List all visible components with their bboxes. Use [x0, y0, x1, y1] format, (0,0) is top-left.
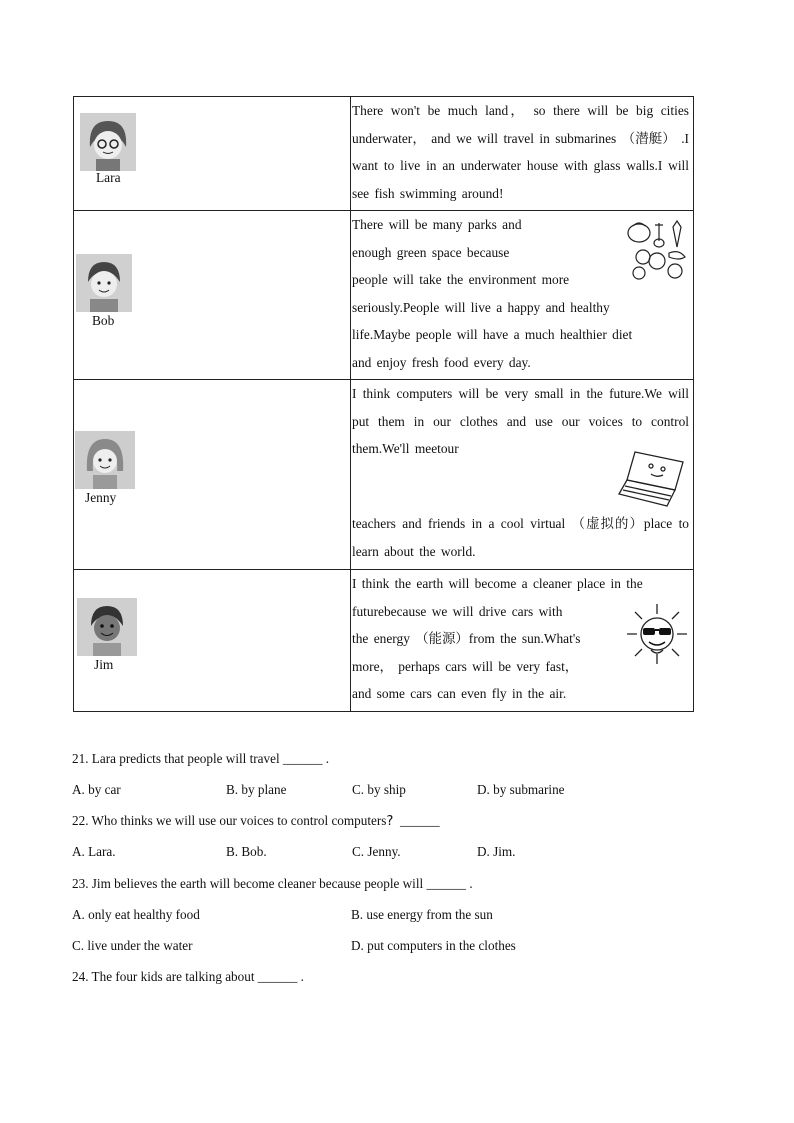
- text-line: and enjoy fresh food every day.: [352, 354, 531, 370]
- reading-table: [73, 96, 694, 712]
- option-a[interactable]: A. only eat healthy food: [72, 907, 200, 922]
- jim-avatar: [77, 598, 137, 656]
- text-line: enough green space because: [352, 244, 510, 260]
- option-c[interactable]: C. Jenny.: [352, 844, 401, 859]
- kid-name: Jenny: [85, 490, 117, 505]
- kid-cell-lara: [74, 97, 351, 211]
- question-mark: ?: [386, 814, 394, 829]
- sun-icon: [625, 602, 689, 666]
- kid-name: Bob: [92, 313, 115, 328]
- kid-cell-jim: [74, 570, 351, 712]
- question-21: 21. Lara predicts that people will travel ______ .: [72, 751, 330, 766]
- option-b[interactable]: B. Bob.: [226, 844, 267, 859]
- kid-text-cell: [351, 211, 694, 380]
- jenny-avatar: [75, 431, 135, 489]
- lara-text: There won't be much land， so there will be big cities underwater， and we will travel in submarines （潜艇） .I want to live in an underwater house with glass walls.I will see fish swimming around!: [352, 103, 689, 201]
- option-b[interactable]: B. use energy from the sun: [351, 907, 493, 922]
- question-24: 24. The four kids are talking about ______ .: [72, 969, 304, 984]
- question-22: [72, 813, 440, 829]
- text-line: life.Maybe people will have a much healthier diet: [352, 327, 633, 343]
- text-line: I think the earth will become a cleaner place in the: [352, 576, 643, 591]
- text-line: seriously.People will live a happy and healthy: [352, 299, 610, 315]
- kid-text-cell: [351, 97, 694, 211]
- text-line: the energy （能源）from the sun.What's: [352, 631, 581, 647]
- table-row: [74, 380, 694, 570]
- jenny-text-top: I think computers will be very small in the future.We will put them in our clothes and use our voices to control them.We'll meetour: [352, 386, 689, 457]
- table-row: [74, 211, 694, 380]
- table-row: [74, 570, 694, 712]
- text-line: and some cars can even fly in the air.: [352, 686, 567, 702]
- kid-name: Jim: [94, 657, 114, 672]
- option-d[interactable]: D. by submarine: [477, 782, 565, 797]
- kid-text-cell: [351, 570, 694, 712]
- option-c[interactable]: C. by ship: [352, 782, 406, 797]
- option-d[interactable]: D. put computers in the clothes: [351, 938, 516, 953]
- question-stem: 22. Who thinks we will use our voices to control computers: [72, 813, 387, 828]
- jenny-text-bottom: teachers and friends in a cool virtual （虚拟的）place to learn about the world.: [352, 516, 689, 559]
- option-c[interactable]: C. live under the water: [72, 938, 193, 953]
- option-a[interactable]: A. Lara.: [72, 844, 116, 859]
- kid-cell-bob: [74, 211, 351, 380]
- answer-blank: ______: [393, 813, 440, 828]
- option-b[interactable]: B. by plane: [226, 782, 287, 797]
- option-d[interactable]: D. Jim.: [477, 844, 516, 859]
- kid-cell-jenny: [74, 380, 351, 570]
- text-line: more， perhaps cars will be very fast，: [352, 658, 579, 674]
- table-row: [74, 97, 694, 211]
- kid-text-cell: [351, 380, 694, 570]
- kid-name: Lara: [96, 170, 121, 185]
- bob-avatar: [76, 254, 132, 312]
- laptop-icon: [617, 448, 687, 508]
- option-a[interactable]: A. by car: [72, 782, 121, 797]
- text-line: people will take the environment more: [352, 272, 570, 288]
- text-line: There will be many parks and: [352, 217, 522, 232]
- vegetables-icon: [625, 217, 691, 283]
- question-23: 23. Jim believes the earth will become cleaner because people will ______ .: [72, 876, 473, 891]
- lara-avatar: [80, 113, 136, 171]
- text-line: futurebecause we will drive cars with: [352, 603, 563, 619]
